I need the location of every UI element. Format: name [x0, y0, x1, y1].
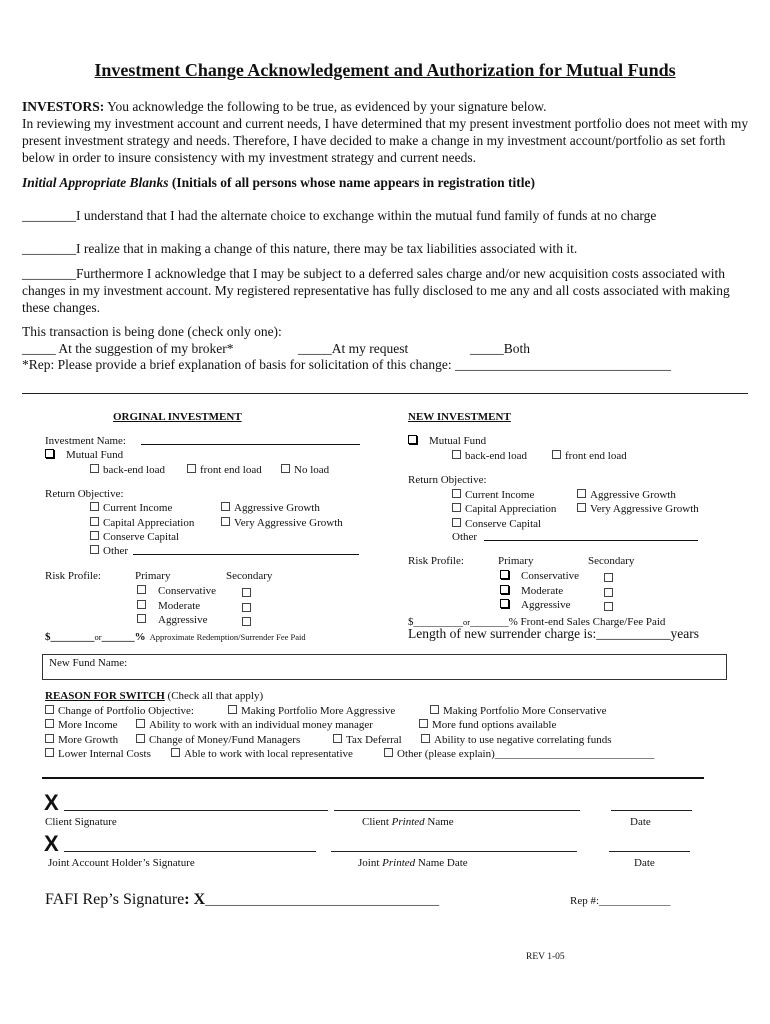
- checkbox[interactable]: [500, 570, 509, 579]
- orig-front-end[interactable]: [187, 464, 262, 476]
- orig-risk-conservative-label: Conservative: [158, 585, 217, 597]
- new-current-income[interactable]: [452, 489, 534, 501]
- orig-risk-moderate-label: Moderate: [158, 600, 201, 612]
- reason-r5-label: Ability to work with an individual money manager: [149, 719, 373, 731]
- new-mutual-fund-label: Mutual Fund: [429, 435, 487, 447]
- new-other-field[interactable]: [484, 529, 698, 541]
- transaction-option-request[interactable]: _____At my request: [298, 341, 409, 356]
- client-printed-b: Printed: [391, 816, 425, 828]
- client-printed-c: Name: [424, 816, 454, 828]
- new-risk-moderate-secondary[interactable]: [604, 588, 613, 597]
- new-front-end-label: front end load: [565, 450, 627, 462]
- orig-fee-dollar[interactable]: $________: [45, 631, 95, 643]
- orig-front-end-label: front end load: [200, 464, 262, 476]
- checkbox[interactable]: [452, 489, 461, 498]
- checkbox[interactable]: [45, 449, 54, 458]
- reason-r3-label: Making Portfolio More Conservative: [443, 705, 607, 717]
- orig-return-label: Return Objective:: [45, 488, 124, 500]
- orig-other[interactable]: [90, 545, 128, 557]
- new-aggressive-growth[interactable]: [577, 489, 676, 501]
- checkbox[interactable]: [90, 545, 99, 554]
- joint-signature-line[interactable]: [64, 851, 316, 852]
- reason-r12-label: Able to work with local representative: [184, 748, 353, 760]
- orig-risk-conservative-secondary[interactable]: [242, 588, 251, 597]
- new-return-label: Return Objective:: [408, 474, 487, 486]
- new-fee-pct[interactable]: _______%: [470, 616, 518, 628]
- orig-current-income-label: Current Income: [103, 502, 173, 514]
- orig-fee-text: Approximate Redemption/Surrender Fee Paid: [149, 632, 306, 642]
- checkbox[interactable]: [452, 503, 461, 512]
- reason-r10-label: Ability to use negative correlating funds: [434, 734, 612, 746]
- joint-signature-x: X: [44, 831, 59, 856]
- new-heading: NEW INVESTMENT: [408, 411, 511, 423]
- orig-risk-moderate-secondary[interactable]: [242, 603, 251, 612]
- orig-no-load[interactable]: [281, 464, 329, 476]
- orig-risk-secondary: Secondary: [226, 570, 273, 582]
- client-signature-label: Client Signature: [45, 816, 117, 828]
- orig-risk-primary: Primary: [135, 570, 171, 582]
- transaction-option-broker[interactable]: _____ At the suggestion of my broker*: [22, 341, 234, 356]
- reason-r6-label: More fund options available: [432, 719, 557, 731]
- new-capital-appreciation[interactable]: [452, 503, 556, 515]
- orig-fee-pct[interactable]: ______%: [101, 631, 146, 643]
- orig-risk-aggressive-label: Aggressive: [158, 614, 208, 626]
- new-fee-text: Front-end Sales Charge/Fee Paid: [517, 616, 666, 628]
- joint-printed-name-label: [358, 857, 468, 869]
- transaction-option-both[interactable]: _____Both: [470, 341, 531, 356]
- checkbox[interactable]: [171, 748, 180, 757]
- new-risk-conservative-label: Conservative: [521, 570, 580, 582]
- reason-more-aggressive[interactable]: [228, 705, 395, 717]
- orig-risk-aggressive-secondary[interactable]: [242, 617, 251, 626]
- new-risk-conservative[interactable]: [500, 570, 579, 582]
- new-risk-aggressive-label: Aggressive: [521, 599, 571, 611]
- new-fund-name-box[interactable]: [42, 654, 727, 680]
- reason-r7-label: More Growth: [58, 734, 119, 746]
- checkbox[interactable]: [90, 464, 99, 473]
- checkbox[interactable]: [137, 600, 146, 609]
- reason-r4-label: More Income: [58, 719, 118, 731]
- joint-signature-label: Joint Account Holder’s Signature: [48, 857, 195, 869]
- initial-item-2[interactable]: ________I realize that in making a change of this nature, there may be tax liabilities associated with it.: [22, 241, 578, 256]
- checkbox[interactable]: [137, 614, 146, 623]
- orig-very-aggressive[interactable]: [221, 517, 343, 529]
- checkbox[interactable]: [552, 450, 561, 459]
- rep-explanation[interactable]: *Rep: Please provide a brief explanation of basis for solicitation of this change: ________________________________: [22, 357, 672, 372]
- reason-lower-costs[interactable]: [45, 748, 151, 760]
- investment-name-label: Investment Name:: [45, 435, 126, 447]
- orig-risk-conservative[interactable]: [137, 585, 216, 597]
- reason-r1-label: Change of Portfolio Objective:: [58, 705, 194, 717]
- joint-printed-name-line[interactable]: [331, 851, 577, 852]
- new-front-end[interactable]: [552, 450, 627, 462]
- checkbox[interactable]: [333, 734, 342, 743]
- new-fee-or: or: [463, 617, 471, 627]
- page-title: Investment Change Acknowledgement and Authorization for Mutual Funds: [94, 60, 676, 80]
- reason-fund-options[interactable]: [419, 719, 556, 731]
- orig-risk-aggressive[interactable]: [137, 614, 208, 626]
- initial-item-3[interactable]: ________Furthermore I acknowledge that I may be subject to a deferred sales charge and/or new acquisition costs associated with changes in my investment account. My registered representative has fully disclosed to me any and all costs associated with making these changes.: [22, 266, 730, 315]
- initials-heading-italic: Initial Appropriate Blanks: [22, 175, 169, 190]
- new-capital-app-label: Capital Appreciation: [465, 503, 557, 515]
- joint-printed-a: Joint: [358, 857, 383, 869]
- new-very-aggressive[interactable]: [577, 503, 699, 515]
- orig-mutual-fund[interactable]: [45, 449, 123, 461]
- new-risk-conservative-secondary[interactable]: [604, 573, 613, 582]
- client-printed-name-line[interactable]: [334, 810, 580, 811]
- checkbox[interactable]: [187, 464, 196, 473]
- investment-name-field[interactable]: [141, 433, 360, 445]
- checkbox[interactable]: [281, 464, 290, 473]
- transaction-intro: This transaction is being done (check only one):: [22, 324, 282, 339]
- orig-back-end[interactable]: [90, 464, 165, 476]
- reason-r9-label: Tax Deferral: [346, 734, 402, 746]
- initial-item-1[interactable]: ________I understand that I had the alternate choice to exchange within the mutual fund family of funds at no charge: [22, 208, 657, 223]
- new-risk-label: Risk Profile:: [408, 555, 464, 567]
- original-heading: ORGINAL INVESTMENT: [113, 411, 242, 423]
- new-surrender-length[interactable]: Length of new surrender charge is:___________years: [408, 626, 700, 641]
- new-very-aggressive-label: Very Aggressive Growth: [590, 503, 699, 515]
- client-printed-name-label: [362, 816, 454, 828]
- checkbox[interactable]: [90, 502, 99, 511]
- client-date-line[interactable]: [611, 810, 692, 811]
- rep-number-field[interactable]: Rep #:_____________: [570, 895, 671, 907]
- orig-capital-app-label: Capital Appreciation: [103, 517, 195, 529]
- client-printed-a: Client: [362, 816, 392, 828]
- section-divider: [42, 777, 704, 779]
- investors-block: [22, 98, 752, 166]
- checkbox[interactable]: [421, 734, 430, 743]
- checkbox[interactable]: [136, 719, 145, 728]
- checkbox[interactable]: [452, 450, 461, 459]
- checkbox[interactable]: [45, 719, 54, 728]
- checkbox[interactable]: [90, 517, 99, 526]
- reason-other[interactable]: [384, 748, 654, 760]
- reason-more-income[interactable]: [45, 719, 118, 731]
- checkbox[interactable]: [45, 705, 54, 714]
- checkbox[interactable]: [384, 748, 393, 757]
- orig-conserve-capital[interactable]: [90, 531, 179, 543]
- new-mutual-fund[interactable]: [408, 435, 486, 447]
- client-date-label: Date: [630, 816, 651, 828]
- checkbox[interactable]: [137, 585, 146, 594]
- new-fund-name-label: New Fund Name:: [49, 657, 128, 669]
- new-current-income-label: Current Income: [465, 489, 535, 501]
- investors-line1: You acknowledge the following to be true, as evidenced by your signature below.: [104, 99, 547, 114]
- orig-capital-appreciation[interactable]: [90, 517, 194, 529]
- checkbox[interactable]: [500, 599, 509, 608]
- new-risk-aggressive[interactable]: [500, 599, 571, 611]
- new-aggressive-growth-label: Aggressive Growth: [590, 489, 676, 501]
- checkbox[interactable]: [228, 705, 237, 714]
- joint-date-label: Date: [634, 857, 655, 869]
- checkbox[interactable]: [45, 734, 54, 743]
- orig-current-income[interactable]: [90, 502, 172, 514]
- investors-label: INVESTORS:: [22, 99, 105, 114]
- orig-risk-label: Risk Profile:: [45, 570, 101, 582]
- checkbox[interactable]: [430, 705, 439, 714]
- orig-aggressive-growth-label: Aggressive Growth: [234, 502, 320, 514]
- checkbox[interactable]: [408, 435, 417, 444]
- orig-very-aggressive-label: Very Aggressive Growth: [234, 517, 343, 529]
- reason-heading: REASON FOR SWITCH: [45, 690, 165, 702]
- explanation-line[interactable]: [22, 393, 748, 394]
- checkbox[interactable]: [577, 489, 586, 498]
- fafi-rep-signature[interactable]: [45, 891, 439, 909]
- orig-fee-or: or: [94, 632, 102, 642]
- new-risk-primary: Primary: [498, 555, 534, 567]
- revision-label: REV 1-05: [526, 952, 565, 962]
- new-risk-secondary: Secondary: [588, 555, 635, 567]
- checkbox[interactable]: [500, 585, 509, 594]
- new-back-end[interactable]: [452, 450, 527, 462]
- orig-no-load-label: No load: [294, 464, 330, 476]
- reason-tax-deferral[interactable]: [333, 734, 402, 746]
- new-risk-moderate-label: Moderate: [521, 585, 564, 597]
- fafi-label: FAFI Rep’s Signature: [45, 891, 185, 908]
- reason-more-conservative[interactable]: [430, 705, 606, 717]
- orig-conserve-label: Conserve Capital: [103, 531, 180, 543]
- new-risk-moderate[interactable]: [500, 585, 563, 597]
- reason-money-manager[interactable]: [136, 719, 373, 731]
- orig-mutual-fund-label: Mutual Fund: [66, 449, 124, 461]
- new-risk-aggressive-secondary[interactable]: [604, 602, 613, 611]
- reason-local-rep[interactable]: [171, 748, 353, 760]
- reason-r2-label: Making Portfolio More Aggressive: [241, 705, 396, 717]
- reason-r8-label: Change of Money/Fund Managers: [149, 734, 301, 746]
- reason-more-growth[interactable]: [45, 734, 118, 746]
- reason-r11-label: Lower Internal Costs: [58, 748, 151, 760]
- joint-printed-b: Printed: [382, 857, 416, 869]
- checkbox[interactable]: [221, 502, 230, 511]
- new-other-label: Other: [452, 531, 478, 543]
- checkbox[interactable]: [452, 518, 461, 527]
- new-fee-dollar[interactable]: $_________: [408, 616, 463, 628]
- reason-heading-row: [45, 690, 263, 702]
- client-signature-x: X: [44, 790, 59, 815]
- fafi-x: : X: [184, 891, 206, 908]
- orig-risk-moderate[interactable]: [137, 600, 200, 612]
- reason-r13-label: Other (please explain)_____________________________: [397, 748, 655, 760]
- joint-date-line[interactable]: [609, 851, 690, 852]
- orig-back-end-label: back-end load: [103, 464, 165, 476]
- orig-other-label: Other: [103, 545, 129, 557]
- reason-portfolio-objective[interactable]: [45, 705, 194, 717]
- new-conserve-label: Conserve Capital: [465, 518, 542, 530]
- orig-aggressive-growth[interactable]: [221, 502, 320, 514]
- orig-other-field[interactable]: [133, 543, 359, 555]
- reason-change-managers[interactable]: [136, 734, 300, 746]
- reason-negative-correlating[interactable]: [421, 734, 611, 746]
- investors-text: In reviewing my investment account and current needs, I have determined that my present investment portfolio does not meet with my present investment strategy and needs. Therefore, I have decided to make a change in my investment account/portfolio as set forth below in order to insure consistency with my investment strategy and current needs.: [22, 116, 749, 165]
- checkbox[interactable]: [419, 719, 428, 728]
- checkbox[interactable]: [45, 748, 54, 757]
- checkbox[interactable]: [90, 531, 99, 540]
- initials-heading-rest: (Initials of all persons whose name appears in registration title): [168, 175, 536, 190]
- checkbox[interactable]: [577, 503, 586, 512]
- initials-heading: [22, 175, 535, 191]
- checkbox[interactable]: [221, 517, 230, 526]
- new-back-end-label: back-end load: [465, 450, 527, 462]
- client-signature-line[interactable]: [64, 810, 328, 811]
- checkbox[interactable]: [136, 734, 145, 743]
- fafi-signature-line[interactable]: ____________________________________: [205, 892, 440, 907]
- joint-printed-c: Name Date: [415, 857, 468, 869]
- reason-sub: (Check all that apply): [164, 690, 264, 702]
- orig-fee-row[interactable]: [45, 627, 306, 645]
